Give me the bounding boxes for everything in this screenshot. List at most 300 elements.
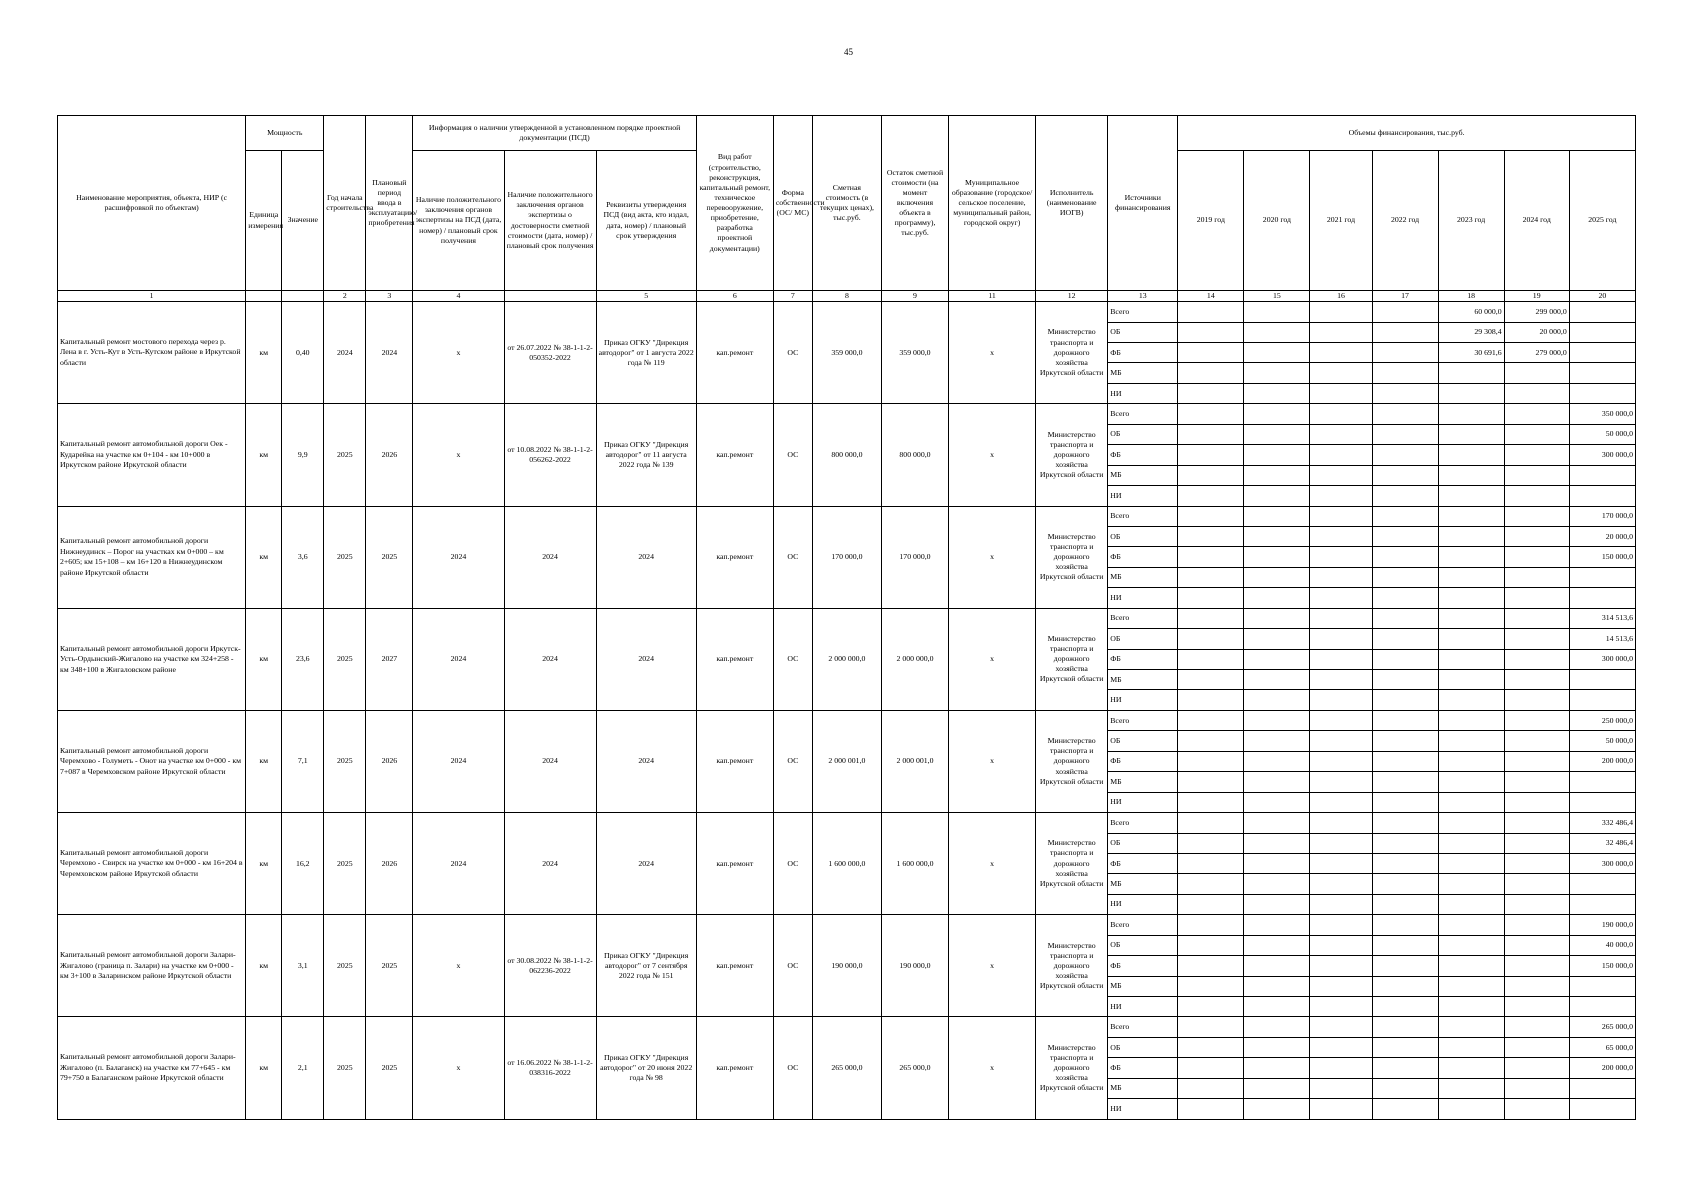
financing-cell — [1372, 302, 1438, 322]
financing-cell — [1438, 547, 1504, 567]
ownership-cell: ОС — [773, 404, 812, 506]
financing-cell — [1244, 363, 1310, 383]
financing-cell — [1244, 935, 1310, 955]
executor-cell: Министерство транспорта и дорожного хозяйства Иркутской области — [1036, 404, 1108, 506]
psd-estimate-cell: 2024 — [504, 608, 596, 710]
source-label: МБ — [1108, 670, 1178, 690]
financing-cell — [1372, 1058, 1438, 1078]
financing-cell — [1244, 813, 1310, 833]
financing-cell — [1372, 383, 1438, 403]
financing-cell — [1504, 690, 1569, 710]
financing-cell: 314 513,6 — [1569, 608, 1635, 628]
financing-cell — [1244, 772, 1310, 792]
financing-cell — [1569, 302, 1635, 322]
financing-cell — [1372, 710, 1438, 730]
financing-cell: 20 000,0 — [1569, 526, 1635, 546]
start-year-cell: 2025 — [324, 710, 366, 812]
financing-cell — [1310, 302, 1372, 322]
column-number: 20 — [1569, 291, 1635, 302]
remaining-cost-cell: 1 600 000,0 — [881, 813, 948, 915]
column-number — [246, 291, 282, 302]
financing-cell — [1310, 547, 1372, 567]
financing-cell: 40 000,0 — [1569, 935, 1635, 955]
financing-cell: 170 000,0 — [1569, 506, 1635, 526]
financing-cell — [1569, 588, 1635, 608]
source-label: ОБ — [1108, 1037, 1178, 1057]
financing-cell: 14 513,6 — [1569, 629, 1635, 649]
financing-cell — [1310, 322, 1372, 342]
financing-cell — [1438, 935, 1504, 955]
financing-cell — [1244, 792, 1310, 812]
financing-cell: 50 000,0 — [1569, 424, 1635, 444]
psd-estimate-cell: от 30.08.2022 № 38-1-1-2-062236-2022 — [504, 915, 596, 1017]
financing-cell — [1438, 404, 1504, 424]
financing-cell — [1504, 608, 1569, 628]
header-unit: Единица измерения — [246, 151, 282, 291]
source-label: Всего — [1108, 302, 1178, 322]
financing-cell — [1310, 853, 1372, 873]
financing-cell — [1244, 833, 1310, 853]
financing-cell — [1438, 629, 1504, 649]
financing-cell — [1504, 915, 1569, 935]
financing-cell — [1310, 915, 1372, 935]
source-label: МБ — [1108, 1078, 1178, 1098]
financing-cell — [1244, 383, 1310, 403]
financing-cell — [1372, 1078, 1438, 1098]
financing-cell — [1244, 506, 1310, 526]
financing-cell — [1178, 383, 1244, 403]
estimate-cost-cell: 170 000,0 — [812, 506, 881, 608]
financing-cell — [1372, 833, 1438, 853]
unit-cell: км — [246, 915, 282, 1017]
financing-cell — [1310, 445, 1372, 465]
work-type-cell: кап.ремонт — [696, 915, 773, 1017]
unit-cell: км — [246, 813, 282, 915]
financing-cell — [1438, 383, 1504, 403]
executor-cell: Министерство транспорта и дорожного хозяйства Иркутской области — [1036, 1017, 1108, 1120]
financing-cell — [1438, 874, 1504, 894]
financing-cell — [1372, 1099, 1438, 1120]
financing-cell: 65 000,0 — [1569, 1037, 1635, 1057]
psd-approval-cell: Приказ ОГКУ "Дирекция автодорог" от 20 июня 2022 года № 98 — [596, 1017, 696, 1120]
planned-period-cell: 2025 — [366, 915, 413, 1017]
financing-cell — [1178, 608, 1244, 628]
source-label: Всего — [1108, 915, 1178, 935]
financing-cell — [1372, 526, 1438, 546]
start-year-cell: 2025 — [324, 506, 366, 608]
financing-cell: 265 000,0 — [1569, 1017, 1635, 1037]
financing-cell — [1178, 486, 1244, 506]
psd-approval-cell: 2024 — [596, 608, 696, 710]
financing-cell — [1310, 874, 1372, 894]
executor-cell: Министерство транспорта и дорожного хозяйства Иркутской области — [1036, 302, 1108, 404]
source-label: НИ — [1108, 486, 1178, 506]
object-name: Капитальный ремонт мостового перехода через р. Лена в г. Усть-Кут в Усть-Кутском районе в Иркутской области — [58, 302, 246, 404]
financing-cell — [1372, 424, 1438, 444]
financing-cell — [1438, 690, 1504, 710]
psd-approval-cell: Приказ ОГКУ "Дирекция автодорог" от 11 августа 2022 года № 139 — [596, 404, 696, 506]
psd-expertise-cell: 2024 — [413, 608, 504, 710]
psd-expertise-cell: х — [413, 404, 504, 506]
column-number: 5 — [596, 291, 696, 302]
financing-cell — [1504, 363, 1569, 383]
source-label: НИ — [1108, 588, 1178, 608]
financing-cell — [1178, 547, 1244, 567]
financing-cell — [1504, 404, 1569, 424]
psd-approval-cell: 2024 — [596, 710, 696, 812]
financing-cell — [1178, 302, 1244, 322]
financing-cell — [1310, 1017, 1372, 1037]
financing-cell — [1372, 792, 1438, 812]
financing-cell — [1438, 1078, 1504, 1098]
value-cell: 0,40 — [282, 302, 324, 404]
remaining-cost-cell: 800 000,0 — [881, 404, 948, 506]
financing-cell — [1244, 486, 1310, 506]
table-row — [58, 710, 1636, 730]
financing-cell — [1310, 956, 1372, 976]
municipality-cell: х — [949, 813, 1036, 915]
column-number: 1 — [58, 291, 246, 302]
financing-cell — [1372, 670, 1438, 690]
financing-cell — [1244, 424, 1310, 444]
column-number: 15 — [1244, 291, 1310, 302]
financing-cell — [1310, 424, 1372, 444]
financing-cell — [1438, 915, 1504, 935]
source-label: ФБ — [1108, 1058, 1178, 1078]
financing-cell — [1372, 567, 1438, 587]
financing-cell — [1244, 567, 1310, 587]
financing-cell — [1438, 1037, 1504, 1057]
header-work-type: Вид работ (строительство, реконструкция, капитальный ремонт, техническое перевооружение, приобретение, разработка проектной документации) — [696, 116, 773, 291]
start-year-cell: 2025 — [324, 608, 366, 710]
financing-cell — [1504, 445, 1569, 465]
financing-cell — [1244, 608, 1310, 628]
financing-cell — [1504, 567, 1569, 587]
header-value: Значение — [282, 151, 324, 291]
financing-cell — [1178, 997, 1244, 1017]
object-name: Капитальный ремонт автомобильной дороги Залари-Жигалово (п. Балаганск) на участке км 77+645 - км 79+750 в Балаганском районе Иркутской области — [58, 1017, 246, 1120]
source-label: ОБ — [1108, 424, 1178, 444]
financing-cell — [1244, 997, 1310, 1017]
header-psd-estimate: Наличие положительного заключения органов экспертизы о достоверности сметной стоимости (дата, номер) / плановый срок получения — [504, 151, 596, 291]
financing-cell — [1372, 322, 1438, 342]
financing-cell — [1310, 833, 1372, 853]
header-sources: Источники финансирования — [1108, 116, 1178, 291]
financing-cell — [1504, 731, 1569, 751]
remaining-cost-cell: 190 000,0 — [881, 915, 948, 1017]
column-number: 13 — [1108, 291, 1178, 302]
financing-cell — [1178, 322, 1244, 342]
financing-cell — [1372, 588, 1438, 608]
financing-cell — [1504, 465, 1569, 485]
financing-cell — [1504, 935, 1569, 955]
header-start-year: Год начала строительства — [324, 116, 366, 291]
financing-cell — [1372, 997, 1438, 1017]
financing-cell — [1244, 751, 1310, 771]
financing-cell — [1178, 772, 1244, 792]
header-year: 2020 год — [1244, 151, 1310, 291]
financing-cell — [1310, 1099, 1372, 1120]
column-number: 7 — [773, 291, 812, 302]
financing-cell — [1244, 670, 1310, 690]
financing-cell — [1178, 813, 1244, 833]
table-row — [58, 302, 1636, 322]
financing-cell — [1372, 874, 1438, 894]
object-name: Капитальный ремонт автомобильной дороги Оек - Кударейка на участке км 0+104 - км 10+000 в Иркутском районе Иркутской области — [58, 404, 246, 506]
financing-cell — [1244, 445, 1310, 465]
financing-cell — [1310, 813, 1372, 833]
header-estimate-cost: Сметная стоимость (в текущих ценах), тыс.руб. — [812, 116, 881, 291]
column-number: 11 — [949, 291, 1036, 302]
financing-cell — [1569, 670, 1635, 690]
psd-estimate-cell: от 16.06.2022 № 38-1-1-2-038316-2022 — [504, 1017, 596, 1120]
source-label: Всего — [1108, 710, 1178, 730]
financing-cell — [1504, 424, 1569, 444]
value-cell: 9,9 — [282, 404, 324, 506]
financing-cell — [1372, 608, 1438, 628]
financing-cell — [1244, 915, 1310, 935]
header-ownership: Форма собственности (ОС/ МС) — [773, 116, 812, 291]
financing-cell — [1244, 526, 1310, 546]
financing-cell — [1504, 1058, 1569, 1078]
financing-cell — [1178, 588, 1244, 608]
financing-cell — [1178, 731, 1244, 751]
financing-cell — [1310, 343, 1372, 363]
financing-cell — [1244, 1017, 1310, 1037]
source-label: НИ — [1108, 997, 1178, 1017]
value-cell: 3,6 — [282, 506, 324, 608]
financing-cell — [1244, 976, 1310, 996]
column-number: 2 — [324, 291, 366, 302]
financing-cell — [1178, 424, 1244, 444]
source-label: ФБ — [1108, 445, 1178, 465]
header-municipality: Муниципальное образование (городское/сельское поселение, муниципальный район, городской округ) — [949, 116, 1036, 291]
financing-cell — [1372, 547, 1438, 567]
financing-cell: 332 486,4 — [1569, 813, 1635, 833]
ownership-cell: ОС — [773, 915, 812, 1017]
financing-cell — [1504, 588, 1569, 608]
financing-cell — [1438, 567, 1504, 587]
ownership-cell: ОС — [773, 1017, 812, 1120]
financing-cell — [1504, 547, 1569, 567]
financing-cell — [1310, 486, 1372, 506]
source-label: МБ — [1108, 874, 1178, 894]
financing-cell — [1438, 976, 1504, 996]
estimate-cost-cell: 359 000,0 — [812, 302, 881, 404]
psd-expertise-cell: 2024 — [413, 710, 504, 812]
executor-cell: Министерство транспорта и дорожного хозяйства Иркутской области — [1036, 813, 1108, 915]
financing-cell — [1178, 1037, 1244, 1057]
unit-cell: км — [246, 506, 282, 608]
financing-cell — [1569, 486, 1635, 506]
object-name: Капитальный ремонт автомобильной дороги Залари-Жигалово (граница п. Залари) на участке км 0+000 - км 3+100 в Заларинском районе Иркутской области — [58, 915, 246, 1017]
financing-cell — [1310, 894, 1372, 914]
financing-cell — [1178, 874, 1244, 894]
source-label: НИ — [1108, 383, 1178, 403]
source-label: Всего — [1108, 608, 1178, 628]
estimate-cost-cell: 190 000,0 — [812, 915, 881, 1017]
work-type-cell: кап.ремонт — [696, 1017, 773, 1120]
financing-cell — [1438, 526, 1504, 546]
object-name: Капитальный ремонт автомобильной дороги Нижнеудинск – Порог на участках км 0+000 – км 2+605; км 15+108 – км 16+120 в Нижнеудинском районе Иркутской области — [58, 506, 246, 608]
financing-cell — [1438, 894, 1504, 914]
financing-cell — [1244, 710, 1310, 730]
psd-expertise-cell: х — [413, 915, 504, 1017]
source-label: ОБ — [1108, 935, 1178, 955]
header-year: 2023 год — [1438, 151, 1504, 291]
source-label: Всего — [1108, 506, 1178, 526]
estimate-cost-cell: 2 000 001,0 — [812, 710, 881, 812]
financing-cell — [1372, 731, 1438, 751]
source-label: НИ — [1108, 792, 1178, 812]
start-year-cell: 2025 — [324, 915, 366, 1017]
financing-cell — [1504, 772, 1569, 792]
financing-cell — [1178, 506, 1244, 526]
financing-cell — [1178, 1017, 1244, 1037]
column-number: 17 — [1372, 291, 1438, 302]
financing-cell — [1310, 997, 1372, 1017]
financing-cell — [1438, 649, 1504, 669]
header-psd-expertise: Наличие положительного заключения органов экспертизы на ПСД (дата, номер) / плановый срок получения — [413, 151, 504, 291]
ownership-cell: ОС — [773, 710, 812, 812]
financing-cell — [1504, 997, 1569, 1017]
financing-cell — [1178, 915, 1244, 935]
psd-expertise-cell: 2024 — [413, 813, 504, 915]
financing-cell — [1504, 1017, 1569, 1037]
financing-cell — [1244, 894, 1310, 914]
financing-cell — [1178, 833, 1244, 853]
psd-approval-cell: 2024 — [596, 506, 696, 608]
financing-cell — [1178, 363, 1244, 383]
financing-cell — [1178, 526, 1244, 546]
financing-cell — [1504, 976, 1569, 996]
financing-cell — [1504, 383, 1569, 403]
financing-cell — [1438, 424, 1504, 444]
planned-period-cell: 2025 — [366, 1017, 413, 1120]
table-row — [58, 813, 1636, 833]
executor-cell: Министерство транспорта и дорожного хозяйства Иркутской области — [1036, 915, 1108, 1017]
financing-cell: 279 000,0 — [1504, 343, 1569, 363]
financing-cell — [1504, 649, 1569, 669]
financing-cell — [1244, 302, 1310, 322]
psd-estimate-cell: от 10.08.2022 № 38-1-1-2-056262-2022 — [504, 404, 596, 506]
financing-cell — [1372, 894, 1438, 914]
financing-cell — [1310, 649, 1372, 669]
financing-cell — [1438, 608, 1504, 628]
header-name: Наименование мероприятия, объекта, НИР (с расшифровкой по объектам) — [58, 116, 246, 291]
psd-expertise-cell: 2024 — [413, 506, 504, 608]
source-label: ФБ — [1108, 547, 1178, 567]
financing-cell — [1438, 792, 1504, 812]
psd-estimate-cell: 2024 — [504, 710, 596, 812]
header-year: 2025 год — [1569, 151, 1635, 291]
value-cell: 3,1 — [282, 915, 324, 1017]
executor-cell: Министерство транспорта и дорожного хозяйства Иркутской области — [1036, 608, 1108, 710]
financing-cell: 300 000,0 — [1569, 445, 1635, 465]
table-row — [58, 1017, 1636, 1037]
financing-cell — [1244, 956, 1310, 976]
financing-cell — [1178, 956, 1244, 976]
financing-cell — [1372, 486, 1438, 506]
financing-cell — [1178, 976, 1244, 996]
financing-cell — [1569, 465, 1635, 485]
financing-cell — [1310, 935, 1372, 955]
financing-cell: 60 000,0 — [1438, 302, 1504, 322]
financing-cell — [1569, 997, 1635, 1017]
financing-cell — [1310, 772, 1372, 792]
source-label: ФБ — [1108, 649, 1178, 669]
source-label: ОБ — [1108, 629, 1178, 649]
financing-cell — [1504, 486, 1569, 506]
column-number: 3 — [366, 291, 413, 302]
financing-cell — [1178, 404, 1244, 424]
financing-cell — [1244, 322, 1310, 342]
financing-cell — [1438, 1099, 1504, 1120]
financing-cell — [1310, 1037, 1372, 1057]
financing-cell — [1310, 567, 1372, 587]
financing-cell — [1310, 670, 1372, 690]
value-cell: 7,1 — [282, 710, 324, 812]
estimate-cost-cell: 265 000,0 — [812, 1017, 881, 1120]
financing-cell — [1438, 813, 1504, 833]
header-year: 2024 год — [1504, 151, 1569, 291]
column-number: 8 — [812, 291, 881, 302]
financing-cell — [1244, 1058, 1310, 1078]
ownership-cell: ОС — [773, 813, 812, 915]
financing-cell — [1310, 608, 1372, 628]
source-label: МБ — [1108, 363, 1178, 383]
financing-cell — [1438, 588, 1504, 608]
financing-cell — [1310, 792, 1372, 812]
column-number: 6 — [696, 291, 773, 302]
source-label: ФБ — [1108, 343, 1178, 363]
source-label: ОБ — [1108, 322, 1178, 342]
column-number — [504, 291, 596, 302]
financing-cell: 250 000,0 — [1569, 710, 1635, 730]
financing-cell — [1372, 404, 1438, 424]
financing-cell — [1372, 445, 1438, 465]
financing-cell — [1178, 445, 1244, 465]
value-cell: 2,1 — [282, 1017, 324, 1120]
page-number: 45 — [844, 47, 853, 57]
financing-cell — [1244, 588, 1310, 608]
financing-cell — [1438, 956, 1504, 976]
planned-period-cell: 2026 — [366, 813, 413, 915]
column-number — [282, 291, 324, 302]
header-year: 2021 год — [1310, 151, 1372, 291]
table-row — [58, 404, 1636, 424]
column-number: 12 — [1036, 291, 1108, 302]
column-number: 16 — [1310, 291, 1372, 302]
financing-cell — [1178, 853, 1244, 873]
source-label: МБ — [1108, 567, 1178, 587]
start-year-cell: 2025 — [324, 1017, 366, 1120]
financing-cell: 29 308,4 — [1438, 322, 1504, 342]
header-year: 2022 год — [1372, 151, 1438, 291]
column-number: 19 — [1504, 291, 1569, 302]
work-type-cell: кап.ремонт — [696, 302, 773, 404]
psd-approval-cell: Приказ ОГКУ "Дирекция автодорог" от 1 августа 2022 года № 119 — [596, 302, 696, 404]
financing-cell — [1504, 526, 1569, 546]
financing-cell — [1310, 731, 1372, 751]
financing-cell: 190 000,0 — [1569, 915, 1635, 935]
start-year-cell: 2025 — [324, 813, 366, 915]
financing-cell — [1244, 404, 1310, 424]
financing-cell — [1569, 1078, 1635, 1098]
source-label: МБ — [1108, 772, 1178, 792]
financing-cell — [1244, 1078, 1310, 1098]
object-name: Капитальный ремонт автомобильной дороги Черемхово - Голуметь - Онот на участке км 0+000 - км 7+087 в Черемховском районе Иркутской области — [58, 710, 246, 812]
